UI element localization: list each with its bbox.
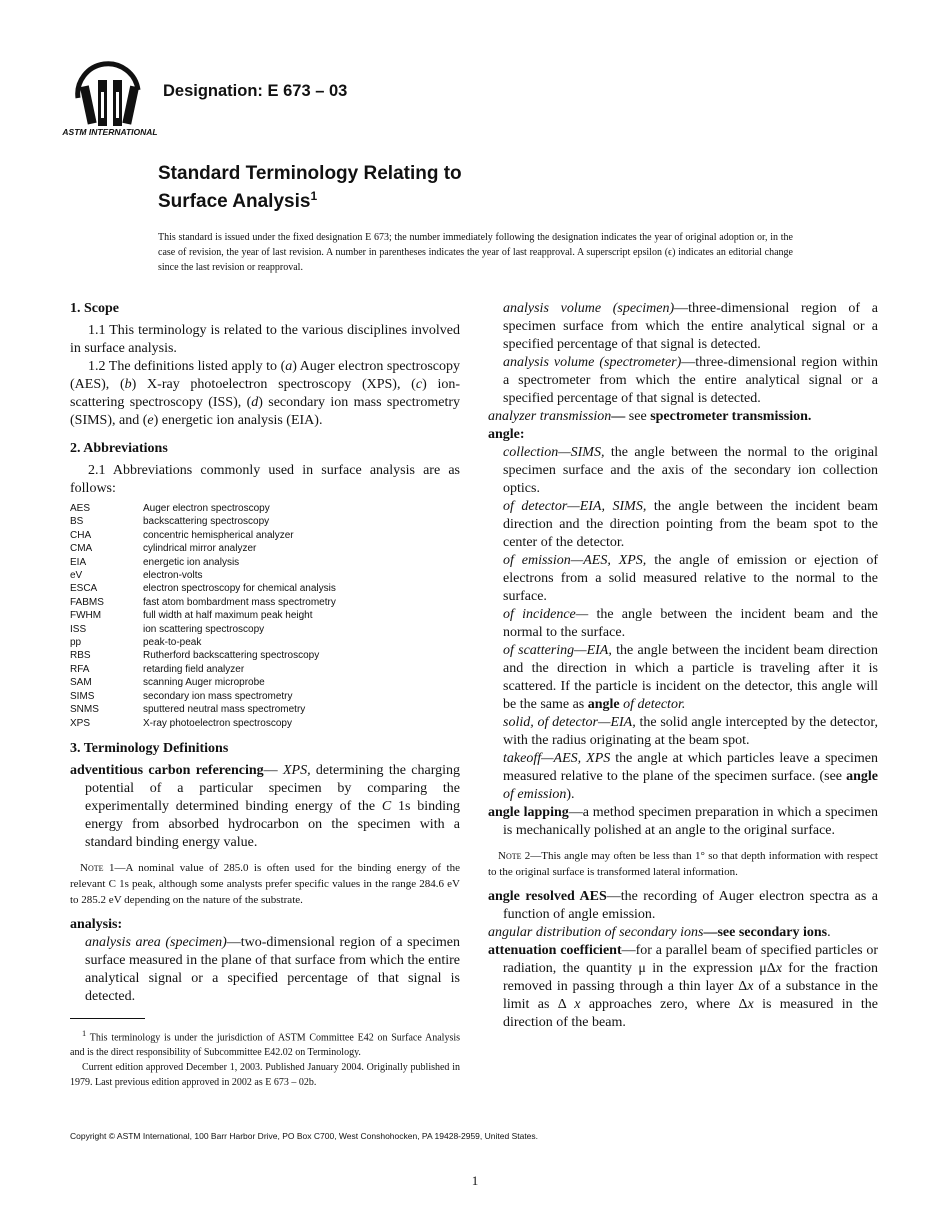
term-angle-detector: of detector—EIA, SIMS, the angle between the incident beam direction and the direction pointing from the beam spot to the center of the detector. [503,499,878,550]
term-angle-collection: collection—SIMS, the angle between the normal to the original specimen surface and the axis of the secondary ion collection optics. [503,445,878,496]
term-angle-lapping: angle lapping—a method specimen preparation in which a specimen is mechanically polished at an angle to the original surface. [488,805,878,838]
abbreviation-row [70,582,460,595]
abbreviation-meaning: Rutherford backscattering spectroscopy [143,650,320,662]
document-title [158,162,462,213]
term-angle: angle: [488,427,525,442]
abbreviation-row [70,663,460,676]
abbreviation-key: RFA [70,663,90,675]
abbreviation-meaning: cylindrical mirror analyzer [143,543,257,555]
footnote-rule [70,1018,145,1019]
abbreviation-key: XPS [70,717,91,729]
abbreviation-row [70,703,460,716]
abbreviation-row [70,609,460,622]
left-column [70,300,460,1006]
title-line-2 [158,185,462,213]
abbreviation-key: RBS [70,650,91,662]
note-1: Note 1—A nominal value of 285.0 is often used for the binding energy of the relevant C 1s peak, although some analysts prefer specific values in the range 284.6 eV to 285.2 eV depending on the nature of the substrate. [70,861,460,906]
abbreviation-row [70,556,460,569]
abbreviation-meaning: electron-volts [143,570,203,582]
page-number: 1 [471,1173,479,1188]
abbreviations-intro: 2.1 Abbreviations commonly used in surface analysis are as follows: [70,463,460,496]
abbreviation-row [70,529,460,542]
abbreviation-key: SIMS [70,690,95,702]
title-line-1: Standard Terminology Relating to [158,163,462,184]
abbreviation-meaning: backscattering spectroscopy [143,516,270,528]
abbreviation-row [70,515,460,528]
abbreviation-row [70,542,460,555]
abbreviation-key: FABMS [70,596,104,608]
abbreviation-key: EIA [70,556,87,568]
abbreviation-row [70,676,460,689]
abbreviation-key: AES [70,503,91,514]
abbreviation-meaning: Auger electron spectroscopy [143,503,270,514]
abbreviation-meaning: full width at half maximum peak height [143,610,313,622]
term-angle-takeoff: takeoff—AES, XPS the angle at which particles leave a specimen measured relative to the plane of the specimen surface. (see angle of emission). [503,751,878,802]
term-analysis-volume-specimen: analysis volume (specimen)—three-dimensional region of a specimen surface from which the entire analytical signal or a specified percentage of that signal is detected. [503,301,879,352]
term-angle-resolved-aes: angle resolved AES—the recording of Auger electron spectra as a function of angle emission. [488,889,878,922]
footnote-para-1: $^1$ This terminology is under the jurisdiction of ASTM Committee E42 on Surface Analysis and is the direct responsibility of Subcommittee E42.02 on Terminology. [70,1029,460,1059]
right-column [488,300,878,1032]
abbreviation-row [70,596,460,609]
term-analysis-area: analysis area (specimen)—two-dimensional region of a specimen surface measured in the plane of that surface from which the entire analytical signal or a specified percentage of that signal is detected. [85,934,460,1004]
footnote-para-2: Current edition approved December 1, 2003. Published January 2004. Originally published in 1979. Last previous edition approved in 2002 as E 673 – 02b. [70,1062,460,1089]
abbreviation-meaning: retarding field analyzer [143,663,245,675]
footnote [70,1026,460,1090]
scope-para-2: 1.2 The definitions listed apply to (a) Auger electron spectroscopy (AES), (b) X-ray photoelectron spectroscopy (XPS), (c) ion-scattering spectroscopy (ISS), (d) secondary ion mass spectrometry (SIMS), and (e) energetic ion analysis (EIA). [70,359,461,428]
term-angle-incidence: of incidence— the angle between the incident beam and the normal to the surface. [503,607,878,640]
term-angular-distribution: angular distribution of secondary ions—see secondary ions. [488,925,831,940]
abbreviation-meaning: sputtered neutral mass spectrometry [143,704,306,716]
abbreviation-meaning: concentric hemispherical analyzer [143,529,294,541]
logo-text: ASTM INTERNATIONAL [62,127,158,137]
term-attenuation-coefficient: attenuation coefficient—for a parallel beam of specified particles or radiation, the quantity μ in the expression μΔx for the fraction removed in passing through a thin layer Δx of a substance in the limit as Δ x approaches zero, where Δx is measured in the direction of the beam. [488,943,878,1030]
abbreviation-meaning: ion scattering spectroscopy [143,623,265,635]
abbreviation-key: ESCA [70,583,98,595]
term-angle-scattering: of scattering—EIA, the angle between the incident beam direction and the direction in which a particle is traveling after it is scattered. If the particle is incident on the detector, this angle will be the same as angle of detector. [503,643,878,712]
abbreviation-row [70,502,460,515]
abbreviation-row [70,569,460,582]
title-line-2-text: Surface Analysis [158,191,311,212]
abbreviations-table [70,502,460,730]
term-angle-emission: of emission—AES, XPS, the angle of emission or ejection of electrons from a solid measured relative to the normal to the surface. [503,553,878,604]
abbreviation-meaning: peak-to-peak [143,637,202,649]
abbreviation-row [70,649,460,662]
abbreviation-row [70,717,460,730]
scope-para-1: 1.1 This terminology is related to the various disciplines involved in surface analysis. [70,323,460,356]
note-2: Note 2—This angle may often be less than 1° so that depth information with respect to the original surface is transformed lateral information. [488,850,878,878]
abbreviation-key: CMA [70,543,93,555]
abbreviations-heading: 2. Abbreviations [70,441,168,456]
term-adventitious-carbon: adventitious carbon referencing— XPS, determining the charging potential of a particular specimen by comparing the experimentally determined binding energy of the C 1s binding energy from absorbed hydrocarbon on the specimen with a standard binding energy value. [70,762,460,850]
term-analyzer-transmission: analyzer transmission— see spectrometer transmission. [488,409,812,424]
term-analysis-volume-spectrometer: analysis volume (spectrometer)—three-dimensional region within a spectrometer from which the entire analytical signal or a specified percentage of that signal is detected. [503,355,878,406]
abbreviation-key: SNMS [70,704,99,716]
scope-heading: 1. Scope [70,301,119,316]
abbreviation-key: BS [70,516,84,528]
designation: Designation: E 673 – 03 [163,82,348,100]
abbreviation-row [70,623,460,636]
abbreviation-key: SAM [70,677,92,689]
abbreviation-meaning: electron spectroscopy for chemical analysis [143,583,336,595]
abbreviation-key: ISS [70,623,87,635]
abbreviation-key: FWHM [70,610,102,622]
title-footnote-ref: 1 [310,189,318,203]
abbreviation-meaning: scanning Auger microprobe [143,677,265,689]
abbreviation-row [70,636,460,649]
astm-logo [62,66,158,138]
abbreviation-meaning: secondary ion mass spectrometry [143,690,293,702]
copyright: Copyright © ASTM International, 100 Barr Harbor Drive, PO Box C700, West Conshohocken, PA 19428-2959, United States. [70,1131,539,1141]
abbreviation-meaning: X-ray photoelectron spectroscopy [143,717,292,729]
abbreviation-key: pp [70,637,82,649]
issue-note: This standard is issued under the fixed designation E 673; the number immediately following the designation indicates the year of original adoption or, in the case of revision, the year of last revision. A number in parentheses indicates the year of last reapproval. A superscript epsilon (ϵ) indicates an editorial change since the last revision or reapproval. [158,232,793,273]
abbreviation-row [70,690,460,703]
abbreviation-meaning: energetic ion analysis [143,556,240,568]
abbreviation-key: eV [70,570,83,582]
definitions-heading: 3. Terminology Definitions [70,740,229,756]
term-analysis: analysis: [70,916,123,932]
abbreviation-meaning: fast atom bombardment mass spectrometry [143,596,336,608]
abbreviation-key: CHA [70,529,92,541]
term-angle-solid: solid, of detector—EIA, the solid angle intercepted by the detector, with the radius originating at the beam spot. [503,715,878,748]
